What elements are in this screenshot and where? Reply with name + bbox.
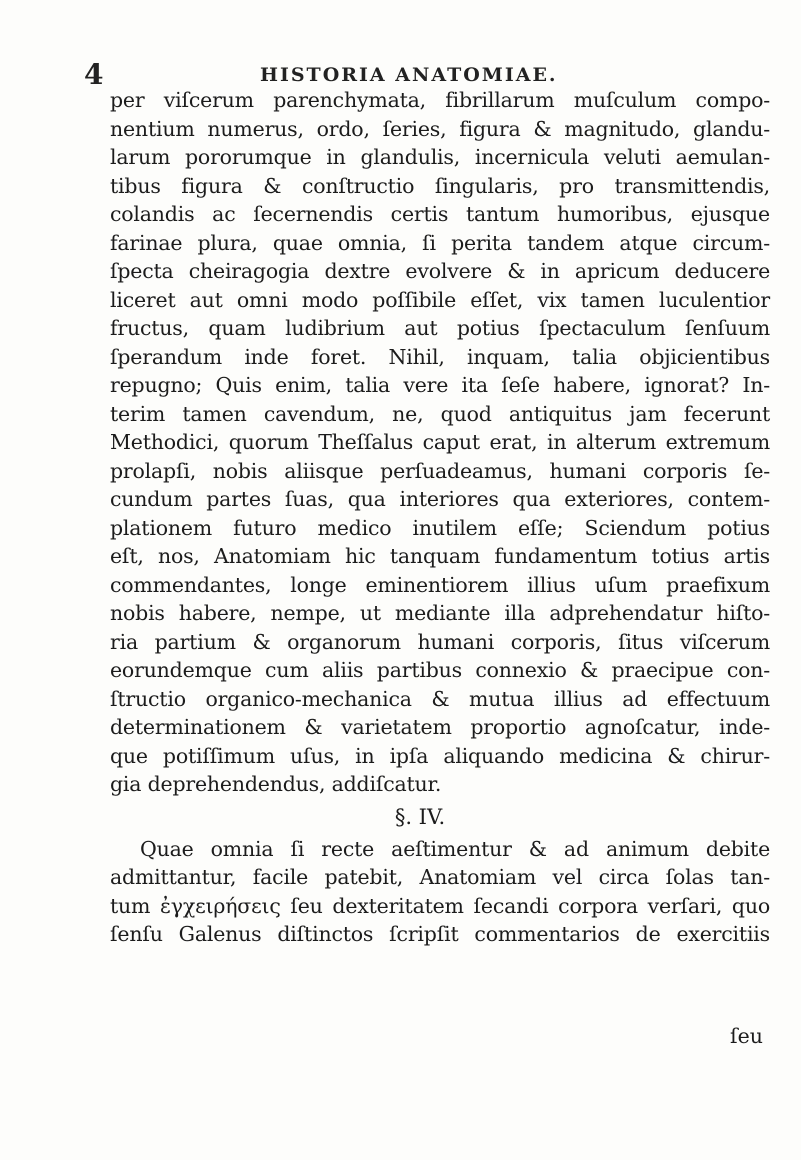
- text-line: nobis habere, nempe, ut mediante illa adprehendatur hiſto-: [110, 601, 770, 625]
- text-line: plationem futuro medico inutilem eſſe; Sciendum potius: [110, 515, 770, 540]
- text-line: eorundemque cum aliis partibus connexio & praecipue con-: [110, 658, 770, 682]
- page-number: 4: [84, 58, 104, 91]
- section-heading: §. IV.: [394, 804, 446, 829]
- text-line: ſtructio organico-mechanica & mutua illius ad effectuum: [110, 686, 770, 711]
- text-line: ſperandum inde foret. Nihil, inquam, talia objicientibus: [110, 344, 770, 369]
- text-line: larum pororumque in glandulis, incernicula veluti aemulan-: [110, 145, 770, 169]
- text-line: cundum partes ſuas, qua interiores qua exteriores, contem-: [110, 487, 770, 511]
- text-line: tum ἐγχειρήσεις ſeu dexteritatem ſecandi corpora verſari, quo: [110, 893, 770, 918]
- text-line: repugno; Quis enim, talia vere ita ſeſe habere, ignorat? In-: [110, 373, 770, 397]
- text-line: liceret aut omni modo poſſibile eſſet, vix tamen luculentior: [110, 287, 770, 312]
- catchword: ſeu: [730, 1024, 763, 1048]
- text-line: colandis ac ſecernendis certis tantum humoribus, ejusque: [110, 202, 770, 226]
- text-line: Quae omnia ſi recte aeſtimentur & ad animum debite: [140, 836, 770, 861]
- text-line: terim tamen cavendum, ne, quod antiquitus jam fecerunt: [110, 401, 770, 426]
- text-line: gia deprehendendus, addiſcatur.: [110, 772, 442, 796]
- text-line: farinae plura, quae omnia, ſi perita tandem atque circum-: [110, 230, 770, 255]
- text-line: ſpecta cheiragogia dextre evolvere & in apricum deducere: [110, 259, 770, 283]
- text-line: prolapſi, nobis aliisque perſuadeamus, humani corporis ſe-: [110, 458, 770, 483]
- body-text: [110, 86, 770, 949]
- text-line: per viſcerum parenchymata, fibrillarum muſculum compo-: [110, 88, 770, 112]
- text-line: eſt, nos, Anatomiam hic tanquam fundamentum totius artis: [110, 544, 770, 568]
- text-line: Methodici, quorum Theſſalus caput erat, in alterum extremum: [110, 430, 770, 454]
- text-line: ſenſu Galenus diſtinctos ſcripſit commentarios de exercitiis: [110, 922, 770, 946]
- text-line: commendantes, longe eminentiorem illius uſum praefixum: [110, 572, 770, 597]
- text-line: que potiſſimum uſus, in ipſa aliquando medicina & chirur-: [110, 743, 770, 768]
- text-line: admittantur, facile patebit, Anatomiam vel circa ſolas tan-: [110, 865, 770, 889]
- text-line: ria partium & organorum humani corporis, ſitus viſcerum: [110, 629, 770, 654]
- text-line: nentium numerus, ordo, ſeries, figura & magnitudo, glandu-: [110, 116, 770, 141]
- text-line: determinationem & varietatem proportio agnoſcatur, inde-: [110, 715, 770, 739]
- running-title: HISTORIA ANATOMIAE.: [260, 64, 558, 86]
- text-line: tibus figura & conſtructio ſingularis, pro transmittendis,: [110, 173, 770, 198]
- text-line: fructus, quam ludibrium aut potius ſpectaculum ſenſuum: [110, 316, 770, 340]
